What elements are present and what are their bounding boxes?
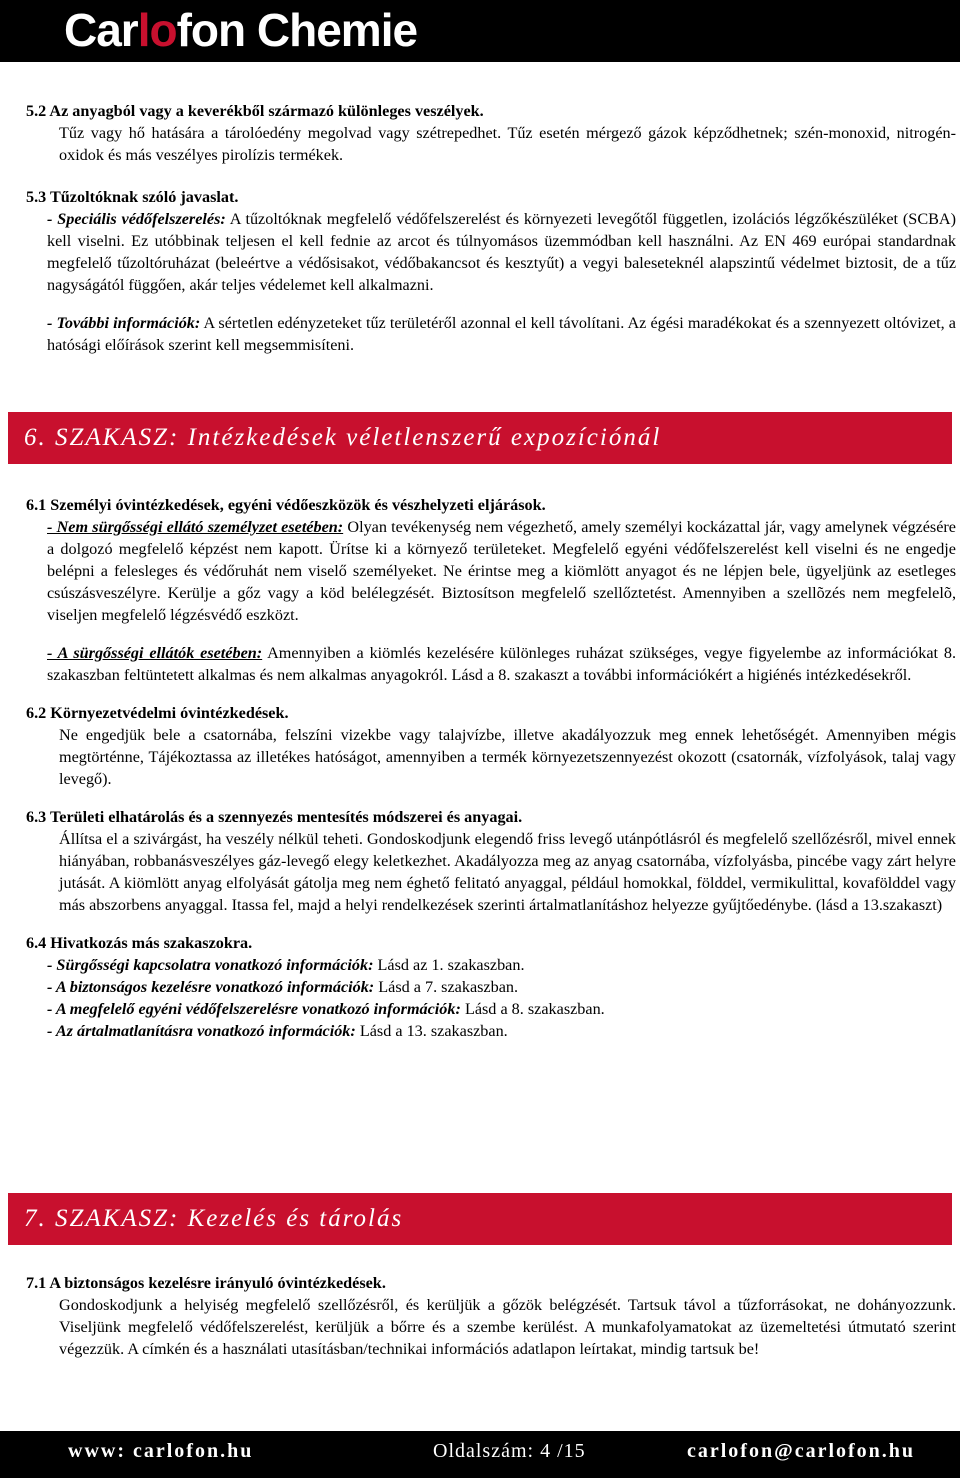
paragraph-7-1: Gondoskodjunk a helyiség megfelelő szellőzésről, és kerüljük a gőzök belégzését. Tartsuk távol a tűzforrásokat, ne dohányozzunk. Viseljünk megfelelő védőfelszerelést, kerüljük a bőrre és a szembe kerülést. A munkafolyamatokat az üzemeltetési útmutató szerint végezzük. A címkén és a használati utasításban/technikai információs adatlapon leírtakat, mindig tartsuk be! bbox=[59, 1296, 956, 1358]
reference-label: - Az ártalmatlanításra vonatkozó információk: bbox=[47, 1022, 356, 1040]
paragraph-6-1-a bbox=[26, 516, 956, 626]
paragraph-5-3-info bbox=[26, 312, 956, 356]
reference-label: - A biztonságos kezelésre vonatkozó információk: bbox=[47, 978, 375, 996]
reference-item bbox=[26, 998, 956, 1020]
reference-label: - Sürgősségi kapcsolatra vonatkozó információk: bbox=[47, 956, 374, 974]
label-further-info: - További információk: bbox=[47, 314, 201, 332]
logo-text-accent: lo bbox=[137, 4, 177, 56]
label-emergency: - A sürgősségi ellátók esetében: bbox=[47, 644, 263, 662]
reference-item bbox=[26, 1020, 956, 1042]
text-special-equipment: A tűzoltóknak megfelelő védőfelszerelést és környezeti levegőtől független, izolációs légzőkészüléket (SCBA) kell viselni. Ez utóbbinak teljesen el kell fednie az arcot és túlnyomásos üzemmódban kell használni. Az EN 469 európai standardnak megfelelő tűzoltóruházat (beleértve a védősisakot, védőbakancsot és kesztyűt) a vegyi baleseteknél alapszintű védelmet biztosit, de a tűz nagyságától függően, akár teljes védelemet kell alkalmazni. bbox=[47, 210, 956, 294]
paragraph-6-3: Állítsa el a szivárgást, ha veszély nélkül teheti. Gondoskodjunk elegendő friss levegő utánpótlásról és megfelelő szellőzésről, mivel ennek hiányában, robbanásveszélyes gáz-levegő elegy keletkezhet. Akadályozza meg az anyag csatornába, vízfolyásba, pincébe vagy zárt helyre jutását. A kiömlött anyag elfolyását gátolja meg nem éghető felitató anyaggal, például homokkal, földdel, vermikulittal, kovafölddel vagy más abszorbens anyaggal. Itassa fel, majd a helyi rendelkezések szerinti ártalmatlanításhoz helyezze gyűjtőedénybe. (lásd a 13.szakaszt) bbox=[59, 830, 956, 914]
footer-bar bbox=[0, 1431, 960, 1478]
text-emergency: Amennyiben a kiömlés kezelésére különleges ruházat szükséges, vegye figyelembe az információkat 8. szakaszban feltüntetett alkalmas és nem alkalmas anyagokról. Lásd a 8. szakaszt a további információkért a higiénés intézkedésekről. bbox=[47, 644, 956, 684]
text-further-info: A sértetlen edényzeteket tűz területéről azonnal el kell távolítani. Az égési maradékokat és a szennyezett oltóvizet, a hatósági előírások szerint kell megsemmisíteni. bbox=[47, 314, 956, 354]
text-non-emergency: Olyan tevékenység nem végezhető, amely személyi kockázattal jár, vagy amelynek végzésére a dolgozó megfelelő képzést nem kapott. Ürítse ki a környező területeket. Megfelelő egyéni védőfelszerelést kell viselni és ne engedje belépni a felesleges és védőruhát nem viselő személyeket. Ne érintse meg a kiömlött anyagot és ne lépjen bele, ügyeljünk az esetleges csúszásveszélyre. Kerülje a gőz vagy a köd belélegzését. Biztosítson megfelelő szellőztetést. Amennyiben a szellõzés nem megfelelõ, viseljen megfelelő légzésvédő eszközt. bbox=[47, 518, 956, 624]
heading-7-1: 7.1 A biztonságos kezelésre irányuló óvintézkedések. bbox=[26, 1274, 386, 1292]
logo-text-1: Car bbox=[64, 4, 138, 56]
reference-label: - A megfelelő egyéni védőfelszerelésre vonatkozó információk: bbox=[47, 1000, 461, 1018]
footer-page-number: Oldalszám: 4 /15 bbox=[433, 1440, 586, 1462]
reference-text: Lásd a 13. szakaszban. bbox=[355, 1022, 508, 1040]
company-logo bbox=[64, 2, 417, 58]
reference-text: Lásd a 8. szakaszban. bbox=[460, 1000, 605, 1018]
footer-email[interactable]: carlofon@carlofon.hu bbox=[687, 1440, 916, 1462]
reference-text: Lásd a 7. szakaszban. bbox=[374, 978, 519, 996]
heading-5-2: 5.2 Az anyagból vagy a keverékből származó különleges veszélyek. bbox=[26, 102, 484, 120]
heading-6-3: 6.3 Területi elhatárolás és a szennyezés mentesítés módszerei és anyagai. bbox=[26, 808, 523, 826]
heading-6-4: 6.4 Hivatkozás más szakaszokra. bbox=[26, 934, 253, 952]
reference-item bbox=[26, 976, 956, 998]
heading-5-3: 5.3 Tűzoltóknak szóló javaslat. bbox=[26, 188, 239, 206]
footer-website[interactable]: www: carlofon.hu bbox=[68, 1440, 254, 1462]
section-7-body bbox=[26, 1272, 956, 1360]
paragraph-5-3-ppe bbox=[26, 208, 956, 296]
section-6-body bbox=[26, 494, 956, 1042]
paragraph-6-1-b bbox=[26, 642, 956, 686]
heading-6-2: 6.2 Környezetvédelmi óvintézkedések. bbox=[26, 704, 289, 722]
header-bar bbox=[0, 0, 960, 62]
section-6-banner: 6. SZAKASZ: Intézkedések véletlenszerű expozíciónál bbox=[8, 412, 952, 464]
heading-6-1: 6.1 Személyi óvintézkedések, egyéni védőeszközök és vészhelyzeti eljárások. bbox=[26, 496, 546, 514]
reference-text: Lásd az 1. szakaszban. bbox=[373, 956, 525, 974]
label-non-emergency: - Nem sürgősségi ellátó személyzet esetében: bbox=[47, 518, 344, 536]
paragraph-5-2: Tűz vagy hő hatására a tárolóedény megolvad vagy szétrepedhet. Tűz esetén mérgező gázok képződhetnek; szén-monoxid, nitrogén-oxidok és más veszélyes pirolízis termékek. bbox=[59, 124, 956, 164]
label-special-equipment: - Speciális védőfelszerelés: bbox=[47, 210, 226, 228]
document-body bbox=[26, 100, 956, 356]
reference-item bbox=[26, 954, 956, 976]
section-7-banner: 7. SZAKASZ: Kezelés és tárolás bbox=[8, 1193, 952, 1245]
logo-text-2: fon Chemie bbox=[176, 4, 418, 56]
paragraph-6-2: Ne engedjük bele a csatornába, felszíni vizekbe vagy talajvízbe, illetve akadályozzuk meg ennek lehetőségét. Amennyiben mégis megtörténne, Tájékoztassa az illetékes hatóságot, amennyiben a termék környezetszennyezést okozott (csatornák, vízfolyások, talaj vagy levegő). bbox=[59, 726, 956, 788]
